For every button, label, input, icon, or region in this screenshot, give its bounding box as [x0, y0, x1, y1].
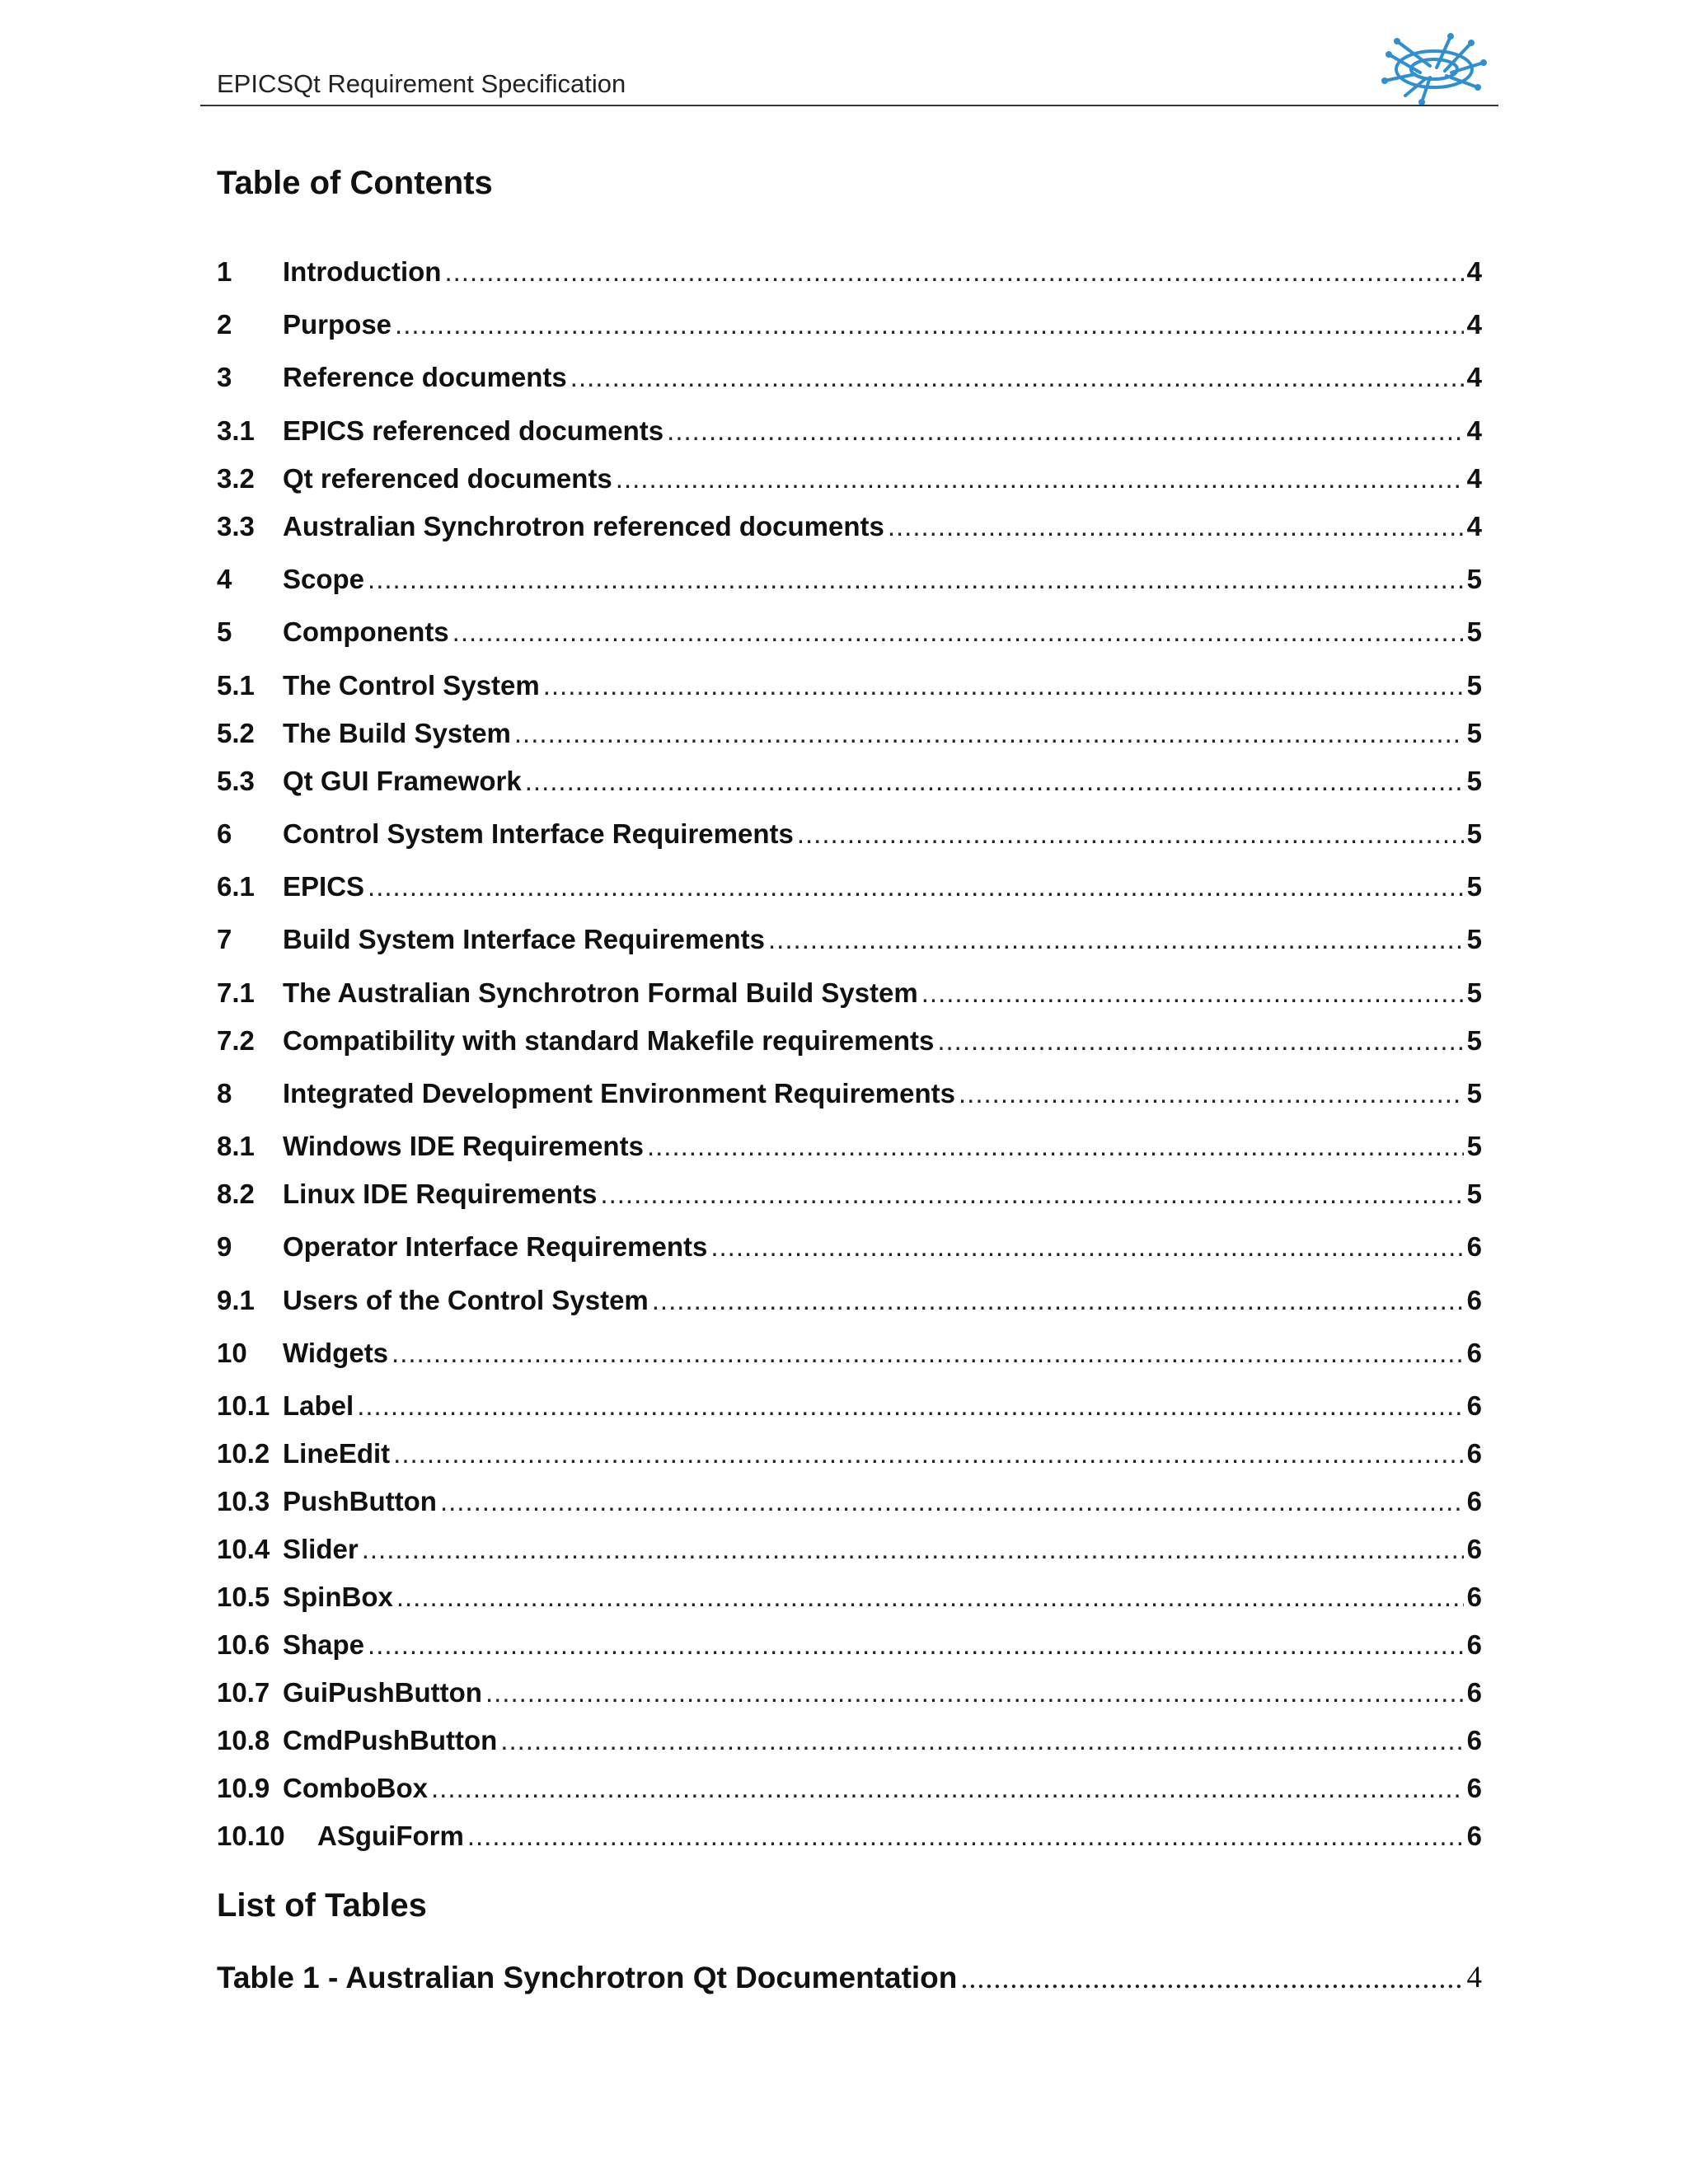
toc-entry-number: 10.2 [217, 1438, 270, 1469]
toc-entry[interactable] [217, 305, 1482, 341]
toc-entry-title: Slider [283, 1534, 359, 1564]
toc-entry-number: 9.1 [217, 1285, 255, 1315]
toc-entry-title: LineEdit [283, 1438, 391, 1469]
toc-entry[interactable] [217, 1174, 1482, 1211]
dot-leader [647, 1130, 1464, 1163]
dot-leader [467, 1820, 1464, 1853]
toc-entry[interactable] [217, 1386, 1482, 1422]
dot-leader [960, 1960, 1463, 1996]
toc-entry[interactable] [217, 1816, 1482, 1853]
toc-entry-number: 3.2 [217, 463, 255, 494]
toc-entry-number: 10.9 [217, 1773, 270, 1803]
toc-entry-title: ASguiForm [317, 1821, 464, 1851]
dot-leader [525, 765, 1464, 798]
toc-entry[interactable] [217, 1434, 1482, 1470]
toc-entry-page: 5 [1466, 871, 1482, 902]
toc-entry-page: 6 [1466, 1285, 1482, 1315]
dot-leader [368, 1629, 1464, 1661]
toc-entry[interactable] [217, 1333, 1482, 1370]
toc-entry-page: 4 [1466, 463, 1482, 494]
toc-entry[interactable] [217, 1281, 1482, 1317]
toc-entry-number: 5.1 [217, 670, 255, 701]
toc-entry[interactable] [217, 973, 1482, 1010]
toc-entry-number: 10.6 [217, 1629, 270, 1660]
header-divider [200, 105, 1498, 106]
toc-entry[interactable] [217, 358, 1482, 394]
toc-entry[interactable] [217, 1530, 1482, 1566]
toc-entry[interactable] [217, 1482, 1482, 1518]
toc-entry-title: Reference documents [283, 362, 567, 392]
toc-entry-title: Users of the Control System [283, 1285, 649, 1315]
toc-entry-number: 1 [217, 256, 232, 287]
toc-entry-page: 4 [1466, 256, 1482, 287]
toc-entry[interactable] [217, 1127, 1482, 1163]
toc-entry-title: Qt referenced documents [283, 463, 612, 494]
toc-entry-page: 5 [1466, 924, 1482, 954]
dot-leader [431, 1772, 1464, 1805]
toc-entry-title: ComboBox [283, 1773, 428, 1803]
dot-leader [357, 1390, 1463, 1422]
toc-entry[interactable] [217, 1721, 1482, 1757]
toc-entry-title: The Build System [283, 718, 511, 748]
toc-entry-number: 7 [217, 924, 232, 954]
toc-entry-page: 6 [1466, 1438, 1482, 1469]
toc-entry-number: 10.8 [217, 1725, 270, 1755]
toc-entry-title: Components [283, 616, 449, 647]
dot-leader [368, 563, 1464, 596]
toc-entry-page: 4 [1466, 511, 1482, 541]
toc-entry[interactable] [217, 252, 1482, 288]
toc-entry-number: 3.1 [217, 415, 255, 446]
dot-leader [444, 255, 1463, 288]
dot-leader [440, 1485, 1464, 1518]
dot-leader [395, 308, 1464, 341]
dot-leader [600, 1178, 1463, 1211]
dot-leader [570, 361, 1464, 394]
toc-entry-number: 3 [217, 362, 232, 392]
toc-entry-page: 5 [1466, 1131, 1482, 1161]
toc-entry[interactable] [217, 1625, 1482, 1661]
toc-entry-title: Operator Interface Requirements [283, 1231, 708, 1262]
toc-entry-page: 5 [1466, 670, 1482, 701]
toc-entry-number: 9 [217, 1231, 232, 1262]
toc-entry-number: 7.1 [217, 977, 255, 1008]
list-of-tables-entry[interactable] [217, 1960, 1482, 1996]
toc-entry-page: 6 [1466, 1821, 1482, 1851]
toc-entry[interactable] [217, 1769, 1482, 1805]
toc-entry-number: 7.2 [217, 1025, 255, 1056]
toc-entry-title: Shape [283, 1629, 365, 1660]
toc-entry-title: EPICS [283, 871, 365, 902]
toc-entry-number: 10 [217, 1338, 247, 1368]
toc-entry[interactable] [217, 714, 1482, 750]
dot-leader [392, 1337, 1464, 1370]
toc-entry-page: 5 [1466, 1179, 1482, 1209]
dot-leader [543, 669, 1464, 702]
dot-leader [959, 1077, 1464, 1110]
toc-entry[interactable] [217, 666, 1482, 702]
toc-entry-title: Windows IDE Requirements [283, 1131, 644, 1161]
toc-entry-number: 5 [217, 616, 232, 647]
toc-entry-title: Build System Interface Requirements [283, 924, 766, 954]
dot-leader [452, 616, 1464, 649]
dot-leader [768, 923, 1464, 956]
toc-entry-number: 10.3 [217, 1486, 270, 1516]
toc-entry-number: 3.3 [217, 511, 255, 541]
table-entry-page: 4 [1466, 1961, 1482, 1994]
toc-entry-number: 2 [217, 309, 232, 340]
toc-entry[interactable] [217, 814, 1482, 851]
toc-entry-page: 5 [1466, 766, 1482, 796]
toc-entry-number: 8 [217, 1078, 232, 1108]
toc-entry-title: PushButton [283, 1486, 437, 1516]
toc-entry-page: 5 [1466, 616, 1482, 647]
synchrotron-logo-icon [1372, 30, 1496, 108]
toc-entry[interactable] [217, 867, 1482, 903]
toc-entry-number: 10.5 [217, 1582, 270, 1612]
toc-entry-page: 6 [1466, 1231, 1482, 1262]
dot-leader [667, 415, 1463, 448]
toc-entry-title: Integrated Development Environment Requirements [283, 1078, 955, 1108]
toc-entry[interactable] [217, 507, 1482, 543]
toc-entry-page: 6 [1466, 1773, 1482, 1803]
dot-leader [710, 1230, 1463, 1263]
dot-leader [393, 1437, 1463, 1470]
dot-leader [888, 510, 1464, 543]
toc-entry-title: CmdPushButton [283, 1725, 498, 1755]
toc-entry-page: 5 [1466, 718, 1482, 748]
toc-entry-title: Introduction [283, 256, 442, 287]
toc-entry-number: 8.1 [217, 1131, 255, 1161]
toc-entry-number: 10.1 [217, 1390, 270, 1421]
toc-entry-page: 6 [1466, 1582, 1482, 1612]
toc-entry[interactable] [217, 1227, 1482, 1263]
toc-entry[interactable] [217, 920, 1482, 956]
toc-entry-number: 5.2 [217, 718, 255, 748]
toc-entry-title: Compatibility with standard Makefile requirements [283, 1025, 935, 1056]
list-of-tables-heading: List of Tables [217, 1887, 427, 1924]
toc-entry-page: 4 [1466, 309, 1482, 340]
toc-entry-title: GuiPushButton [283, 1677, 482, 1708]
toc-entry-page: 5 [1466, 564, 1482, 594]
toc-entry[interactable] [217, 1673, 1482, 1709]
toc-entry-title: Australian Synchrotron referenced documents [283, 511, 884, 541]
dot-leader [396, 1581, 1464, 1614]
toc-entry[interactable] [217, 1074, 1482, 1110]
dot-leader [652, 1284, 1464, 1317]
toc-entry-page: 6 [1466, 1486, 1482, 1516]
toc-entry-number: 8.2 [217, 1179, 255, 1209]
toc-entry-title: Qt GUI Framework [283, 766, 522, 796]
toc-entry[interactable] [217, 612, 1482, 649]
toc-entry-page: 4 [1466, 362, 1482, 392]
toc-entry-title: Control System Interface Requirements [283, 818, 794, 849]
toc-entry[interactable] [217, 1021, 1482, 1057]
toc-entry-title: Linux IDE Requirements [283, 1179, 598, 1209]
toc-entry-page: 5 [1466, 977, 1482, 1008]
toc-entry-title: Label [283, 1390, 354, 1421]
toc-entry-page: 6 [1466, 1338, 1482, 1368]
toc-entry-number: 6 [217, 818, 232, 849]
toc-entry-page: 6 [1466, 1629, 1482, 1660]
toc-heading: Table of Contents [217, 165, 493, 201]
toc-entry[interactable] [217, 560, 1482, 596]
toc-entry[interactable] [217, 762, 1482, 798]
toc-entry-number: 5.3 [217, 766, 255, 796]
toc-entry-number: 10.10 [217, 1821, 285, 1851]
toc-entry-title: Widgets [283, 1338, 389, 1368]
toc-entry-page: 6 [1466, 1725, 1482, 1755]
document-title: EPICSQt Requirement Specification [217, 69, 626, 98]
toc-entry[interactable] [217, 459, 1482, 495]
toc-entry-page: 5 [1466, 818, 1482, 849]
dot-leader [500, 1724, 1463, 1757]
dot-leader [797, 818, 1464, 851]
toc-entry-title: The Australian Synchrotron Formal Build System [283, 977, 918, 1008]
dot-leader [485, 1676, 1464, 1709]
toc-entry-title: The Control System [283, 670, 540, 701]
toc-entry-page: 6 [1466, 1534, 1482, 1564]
toc-entry-number: 6.1 [217, 871, 255, 902]
toc-entry-title: Scope [283, 564, 365, 594]
toc-entry-page: 5 [1466, 1078, 1482, 1108]
toc-entry-page: 6 [1466, 1390, 1482, 1421]
toc-entry-title: Purpose [283, 309, 392, 340]
toc-entry-page: 4 [1466, 415, 1482, 446]
toc-entry-number: 10.7 [217, 1677, 270, 1708]
dot-leader [937, 1024, 1463, 1057]
dot-leader [616, 462, 1464, 495]
toc-entry[interactable] [217, 411, 1482, 448]
toc-entry-title: EPICS referenced documents [283, 415, 664, 446]
table-entry-title: Table 1 - Australian Synchrotron Qt Documentation [217, 1961, 958, 1994]
toc-entry[interactable] [217, 1577, 1482, 1614]
dot-leader [514, 717, 1464, 750]
toc-entry-page: 5 [1466, 1025, 1482, 1056]
dot-leader [921, 977, 1464, 1010]
toc-entry-title: SpinBox [283, 1582, 393, 1612]
toc-entry-page: 6 [1466, 1677, 1482, 1708]
dot-leader [362, 1533, 1464, 1566]
toc-entry-number: 4 [217, 564, 232, 594]
toc-entry-number: 10.4 [217, 1534, 270, 1564]
dot-leader [368, 870, 1464, 903]
